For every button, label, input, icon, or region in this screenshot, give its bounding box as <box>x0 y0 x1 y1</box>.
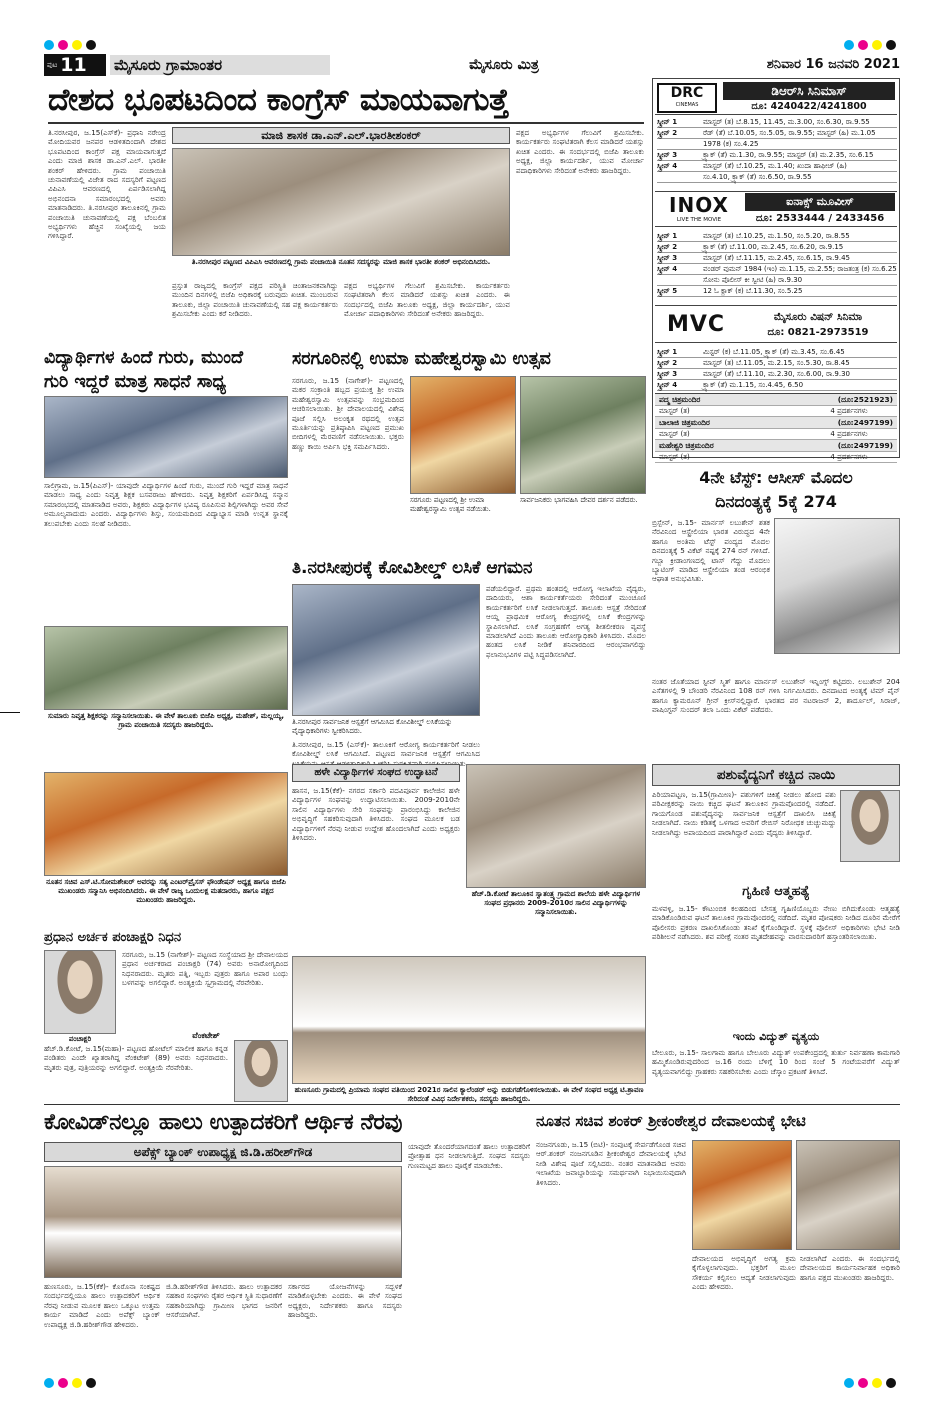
drc-logo <box>657 83 717 113</box>
screen-label: ಸ್ಕ್ರೀನ್ 1 <box>657 348 678 356</box>
mvc-header <box>655 305 897 343</box>
black-mark <box>86 1378 96 1388</box>
uma-photo-1 <box>410 376 516 494</box>
guru-caption: ಸುಮಾರು ನಿವೃತ್ತ ಶಿಕ್ಷಕರನ್ನು ಸನ್ಮಾನಿಸಲಾಯಿತು. ಈ ವೇಳೆ ತಾಲೂಕು ಬಿಜೆಪಿ ಅಧ್ಯಕ್ಷ, ಮಹೇಶ್, ಮಲ್ಲಯ್ಯ, ಗ್ರಾಮ ಪಂಚಾಯಿತಿ ಸದಸ್ಯರು ಹಾಜರಿದ್ದರು. <box>47 712 285 729</box>
inox-row <box>657 286 897 297</box>
milk-body-2: ಜಿ.ಡಿ.ಹರೀಶ್‌ಗೌಡ ತಿಳಿಸಿದರು. ಹಾಲು ಉತ್ಪಾದಕರ ಸಹಕಾರ ಸಂಘಗಳು ರೈತರ ಆರ್ಥಿಕ ಸ್ಥಿತಿ ಸುಧಾರಣೆಗೆ ಸಹಕಾರಿಯಾಗಿದ್ದು ಗ್ರಾಮೀಣ ಭಾಗದ ಜನರಿಗೆ ಆಸರೆಯಾಗಿವೆ. <box>166 1282 282 1320</box>
minister-headline: ನೂತನ ಸಚಿವ ಶಂಕರ್ ಶ್ರೀಕಂಠೇಶ್ವರ ದೇವಾಲಯಕ್ಕೆ ಭೇಟಿ <box>536 1112 806 1130</box>
drc-logo-text: DRC <box>670 85 704 101</box>
screen-label: ಸ್ಕ್ರೀನ್ 5 <box>657 287 678 295</box>
uma-body: ಸರಗೂರು, ಜ.15 (ನಾಗೇಶ್)- ಪಟ್ಟಣದಲ್ಲಿ ಮಕರ ಸಂಕ್ರಾಂತಿ ಹಬ್ಬದ ಪ್ರಯುಕ್ತ ಶ್ರೀ ಉಮಾ ಮಹೇಶ್ವರಸ್ವಾಮಿ ಉತ್ಸವವನ್ನು ಸಂಭ್ರಮದಿಂದ ಆಚರಿಸಲಾಯಿತು. ಶ್ರೀ ದೇವಾಲಯದಲ್ಲಿ ವಿಶೇಷ ಪೂಜೆ ಸಲ್ಲಿಸಿ ಅಲಂಕೃತ ರಥದಲ್ಲಿ ಉತ್ಸವ ಮೂರ್ತಿಯನ್ನು ಪ್ರತಿಷ್ಠಾಪಿಸಿ ಪಟ್ಟಣದ ಪ್ರಮುಖ ಬೀದಿಗಳಲ್ಲಿ ಮೆರವಣಿಗೆ ನಡೆಸಲಾಯಿತು. ಭಕ್ತರು ಹಣ್ಣು ಕಾಯಿ ಅರ್ಪಿಸಿ ಭಕ್ತಿ ಸಮರ್ಪಿಸಿದರು. <box>292 376 404 451</box>
magenta-mark <box>58 1378 68 1388</box>
screen-movies: ಸೋನು ಪೊಲೀಸ್ ಕೀ ಸ್ವೀಟಿ (ಹಿ) ರಾ.9.30 <box>703 276 803 284</box>
black-mark <box>886 40 896 50</box>
screen-label <box>657 139 703 149</box>
screen-movies: ಕ್ರ್ಯಾಕ್ (ತೆ) ಬೆ.11.00, ಮ.2.45, ಸಂ.6.20, ರಾ.9.15 <box>703 243 844 251</box>
lead-rule <box>48 122 644 124</box>
screen-movies: ಮಾಸ್ಟರ್ (ತ) ಬೆ.8.15, 11.45, ಮ.3.00, ಸಂ.6.30, ರಾ.9.55 <box>703 118 870 126</box>
inox-row <box>657 231 897 242</box>
inox-header <box>655 191 897 227</box>
masthead <box>44 54 900 76</box>
test-body-1: ಬ್ರಿಸ್ಬೇನ್, ಜ.15- ಮಾರ್ನಸ್ ಲಬುಶೇನ್ ಶತಕ ನೆರವಿನಿಂದ ಆಸ್ಟ್ರೇಲಿಯಾ ಭಾರತ ವಿರುದ್ಧದ 4ನೇ ಹಾಗೂ ಅಂತಿಮ ಟೆಸ್ಟ್ ಪಂದ್ಯದ ಮೊದಲ ದಿನದಂತ್ಯಕ್ಕೆ 5 ವಿಕೆಟ್ ನಷ್ಟಕ್ಕೆ 274 ರನ್ ಗಳಿಸಿದೆ. ಗಬ್ಬಾ ಕ್ರೀಡಾಂಗಣದಲ್ಲಿ ಟಾಸ್ ಗೆದ್ದು ಮೊದಲು ಬ್ಯಾಟಿಂಗ್ ಮಾಡಿದ ಆಸ್ಟ್ರೇಲಿಯಾ ತಂಡ ಆರಂಭಿಕ ಆಘಾತ ಅನುಭವಿಸಿತು. <box>652 518 770 584</box>
guru-headline-1: ವಿದ್ಯಾರ್ಥಿಗಳ ಹಿಂದೆ ಗುರು, ಮುಂದೆ <box>44 348 244 368</box>
hall-name: ಪದ್ಮ ಚಿತ್ರಮಂದಿರ <box>659 395 701 404</box>
obit1-headline: ಪ್ರಧಾನ ಅರ್ಚಕ ಪಂಚಾಕ್ಷರಿ ನಿಧನ <box>44 930 182 945</box>
obit2-photo <box>234 1040 288 1102</box>
pet-photo <box>840 790 900 862</box>
uma-headline: ಸರಗೂರಿನಲ್ಲಿ ಉಮಾ ಮಹೇಶ್ವರಸ್ವಾಮಿ ಉತ್ಸವ <box>292 349 551 369</box>
hall-show-row <box>655 429 897 440</box>
color-bar-left <box>44 40 100 50</box>
cyan-mark <box>844 1378 854 1388</box>
screen-label <box>657 172 703 182</box>
cyan-mark <box>844 40 854 50</box>
suicide-headline: ಗೃಹಿಣಿ ಆತ್ಮಹತ್ಯೆ <box>742 884 810 899</box>
hall-movie: ಮಾಸ್ಟರ್ (ತ) <box>659 407 690 415</box>
inox-schedule <box>657 231 897 297</box>
hall-show-row <box>655 406 897 417</box>
power-headline: ಇಂದು ವಿದ್ಯುತ್ ವ್ಯತ್ಯಯ <box>732 1030 820 1043</box>
screen-movies: ಮಾಸ್ಟರ್ (ತ) ಬೆ.11.05, ಮ.2.15, ಸಂ.5.30, ರಾ.8.45 <box>703 359 850 367</box>
lead-photo-caption: ತಿ.ನರಸೀಪುರ ಪಟ್ಟಣದ ವಿಪಿಎಸಿ ಆವರಣದಲ್ಲಿ ಗ್ರಾಮ ಪಂಚಾಯಿತಿ ನೂತನ ಸದಸ್ಯರನ್ನು ಮಾಜಿ ಶಾಸಕ ಭಾರತೀ ಶಂಕರ್ ಅಭಿನಂದಿಸಿದರು. <box>191 258 491 266</box>
screen-label: ಸ್ಕ್ರೀನ್ 1 <box>657 232 678 240</box>
hall-shows: 4 ಪ್ರದರ್ಶನಗಳು <box>830 407 868 415</box>
screen-movies: ಮಿಸ್ಟರ್ (ಕ) ಬೆ.11.05, ಕ್ರ್ಯಾಕ್ (ತೆ) ಮ.3.45, ಸಂ.6.45 <box>703 348 845 356</box>
guru-photo <box>44 396 288 478</box>
obit1-body: ಸರಗೂರು, ಜ.15 (ನಾಗೇಶ್)- ಪಟ್ಟಣದ ಸಂಸ್ಥೆಯಾದ ಶ್ರೀ ದೇವಾಲಯದ ಪ್ರಧಾನ ಅರ್ಚಕರಾದ ಪಂಚಾಕ್ಷರಿ (74) ಅವರು ಅನಾರೋಗ್ಯದಿಂದ ನಿಧನರಾದರು. ಮೃತರು ಪತ್ನಿ, ಇಬ್ಬರು ಪುತ್ರರು ಹಾಗೂ ಅಪಾರ ಬಂಧು ಬಳಗವನ್ನು ಅಗಲಿದ್ದಾರೆ. ಅಂತ್ಯಕ್ರಿಯೆ ಸ್ವಗ್ರಾಮದಲ್ಲಿ ನೆರವೇರಿತು. <box>122 950 288 988</box>
screen-movies: 12 ಓ ಕ್ಲಾಕ್ (ಕ) ಬೆ.11.30, ಸಂ.5.25 <box>703 287 803 295</box>
hall-phone: (ದೂ:2497199) <box>837 441 893 450</box>
color-bar-bottom-left <box>44 1378 100 1388</box>
page-number: 11 <box>60 54 87 76</box>
screen-label: ಸ್ಕ್ರೀನ್ 4 <box>657 265 678 273</box>
page-tag: ಪುಟ <box>47 60 58 69</box>
milk-body-1: ಹುಣಸೂರು, ಜ.15(ಕೆಕೆ)- ಕೊರೊನಾ ಸಂಕಷ್ಟದ ಸಂದರ್ಭದಲ್ಲಿಯೂ ಹಾಲು ಉತ್ಪಾದಕರಿಗೆ ಆರ್ಥಿಕ ನೆರವು ನೀಡುವ ಮೂಲಕ ಹಾಲು ಒಕ್ಕೂಟ ಉತ್ತಮ ಕಾರ್ಯ ಮಾಡಿದೆ ಎಂದು ಅಪೆಕ್ಸ್ ಬ್ಯಾಂಕ್ ಉಪಾಧ್ಯಕ್ಷ ಜಿ.ಡಿ.ಹರೀಶ್‌ಗೌಡ ಹೇಳಿದರು. <box>44 1282 160 1329</box>
alumni-photo <box>466 764 646 888</box>
vaccine-photo <box>292 584 480 716</box>
crop-mark-left <box>0 712 20 713</box>
hall-show-row <box>655 452 897 463</box>
alumni-headline: ಹಳೇ ವಿದ್ಯಾರ್ಥಿಗಳ ಸಂಘದ ಉದ್ಘಾಟನೆ <box>292 764 460 782</box>
screen-label: ಸ್ಕ್ರೀನ್ 3 <box>657 151 678 159</box>
drc-schedule <box>657 117 897 183</box>
mvc-logo: MVC <box>666 312 726 337</box>
inox-row <box>657 242 897 253</box>
issue-date: ಶನಿವಾರ 16 ಜನವರಿ 2021 <box>766 57 900 72</box>
screen-movies: ಮಾಸ್ಟರ್ (ತೆ) ಬೆ.11.10, ಮ.2.30, ಸಂ.6.00, ರಾ.9.30 <box>703 370 850 378</box>
uma-caption-2: ಸಾರ್ವಜನಿಕರು ಭಾಗವಹಿಸಿ ದೇವರ ದರ್ಶನ ಪಡೆದರು. <box>520 496 638 504</box>
vaccine-body-left: ತಿ.ನರಸೀಪುರ, ಜ.15 (ಎಸ್‌ಕೆ)- ತಾಲೂಕಿಗೆ ಆರೋಗ್ಯ ಕಾರ್ಯಕರ್ತರಿಗೆ ನೀಡಲು ಕೋವಿಶೀಲ್ಡ್ ಲಸಿಕೆ ಆಗಮಿಸಿದೆ. ಪಟ್ಟಣದ ಸಾರ್ವಜನಿಕ ಆಸ್ಪತ್ರೆಗೆ ಆಗಮಿಸಿದ <box>292 740 480 759</box>
drc-row <box>657 139 897 150</box>
calendar-caption: ಹುಣಸೂರು ಗ್ರಾಮದಲ್ಲಿ ಪ್ರಿಯಾಮ ಸಂಘದ ವತಿಯಿಂದ 2021ರ ಸಾಲಿನ ಕ್ಯಾಲೆಂಡರ್ ಅನ್ನು ಬಿಡುಗಡೆಗೊಳಿಸಲಾಯಿತು. ಈ ವೇಳೆ ಸಂಘದ ಅಧ್ಯಕ್ಷ ಟಿ.ಶ್ರಾವಣ ಸೇರಿದಂತೆ ವಿವಿಧ ನಿರ್ದೇಶಕರು, ಸದಸ್ಯರು ಹಾಜರಿದ್ದರು. <box>294 1086 644 1103</box>
pet-headline: ಪಶುವೈದ್ಯನಿಗೆ ಕಚ್ಚಿದ ನಾಯಿ <box>652 764 900 786</box>
obit2-name-tag: ವೆಂಕಟೇಶ್ <box>192 1031 220 1040</box>
hall-phone: (ದೂ:2497199) <box>837 418 893 427</box>
calendar-photo <box>292 956 646 1084</box>
lead-body-right: ಪಕ್ಷದ ಅಭ್ಯರ್ಥಿಗಳ ಗೆಲುವಿಗೆ ಶ್ರಮಿಸಬೇಕು. ಕಾರ್ಯಕರ್ತರು ಸಂಘಟಿತರಾಗಿ ಕೆಲಸ ಮಾಡಿದರೆ ಯಶಸ್ಸು ಖಚಿತ ಎಂದರು. ಈ ಸಂದರ್ಭದಲ್ಲಿ ಬಿಜೆಪಿ ತಾಲೂಕು ಅಧ್ಯಕ್ಷ, ಜಿಲ್ಲಾ ಕಾರ್ಯದರ್ಶಿ, ಯುವ ಮೋರ್ಚಾ ಪದಾಧಿಕಾರಿಗಳು ಸೇರಿದಂತೆ ಅನೇಕರು ಹಾಜರಿದ್ದರು. <box>516 128 644 175</box>
cinema-panel <box>652 78 900 461</box>
bottom-section-rule <box>44 1104 900 1105</box>
hall-movie: ಮಾಸ್ಟರ್ (ತ) <box>659 430 690 438</box>
minister-photo-1 <box>692 1140 792 1250</box>
inox-row <box>657 275 897 286</box>
screen-label: ಸ್ಕ್ರೀನ್ 2 <box>657 129 678 137</box>
alumni-caption: ಹೆಚ್.ಡಿ.ಕೋಟೆ ತಾಲೂಕಿನ ಸ್ವಾತಂತ್ರ್ಯ ಗ್ರಾಮದ ಶಾಲೆಯ ಹಳೇ ವಿದ್ಯಾರ್ಥಿಗಳ ಸಂಘದ ಪ್ರಧಾನರು 2009-2010ರ ಸಾಲಿನ ವಿದ್ಯಾರ್ಥಿಗಳನ್ನು ಸನ್ಮಾನಿಸಲಾಯಿತು. <box>471 890 641 916</box>
milk-subhead: ಅಪೆಕ್ಸ್ ಬ್ಯಾಂಕ್ ಉಪಾಧ್ಯಕ್ಷ ಜಿ.ಡಿ.ಹರೀಶ್‌ಗೌಡ <box>44 1142 402 1162</box>
section-title: ಮೈಸೂರು ಗ್ರಾಮಾಂತರ <box>110 55 330 75</box>
hall-movie: ಮಾಸ್ಟರ್ (ತ) <box>659 453 690 461</box>
paper-name: ಮೈಸೂರು ಮಿತ್ರ <box>469 57 539 73</box>
color-bar-bottom-right <box>844 1378 900 1388</box>
obit2-body: ಹೆಚ್.ಡಿ.ಕೋಟೆ, ಜ.15(ಮಹಾ)- ಪಟ್ಟಣದ ಹೋಟೆಲ್ ಮಾಲೀಕ ಹಾಗೂ ಕನ್ನಡ ಪಂಡಿತರು ಎಂದೇ ಖ್ಯಾತರಾಗಿದ್ದ ವೆಂಕಟೇಶ್ (89) ಅವರು ನಿಧನರಾದರು. ಮೃತರು ಪುತ್ರ, ಪುತ್ರಿಯರನ್ನು ಅಗಲಿದ್ದಾರೆ. ಅಂತ್ಯಕ್ರಿಯೆ ನೆರವೇರಿತು. <box>44 1044 228 1072</box>
milk-photo <box>44 1166 402 1278</box>
obit1-name-tag: ಪಂಚಾಕ್ಷರಿ <box>68 1035 92 1043</box>
suicide-body: ಮಳವಳ್ಳಿ, ಜ.15- ಕೌಟುಂಬಿಕ ಕಲಹದಿಂದ ಬೇಸತ್ತ ಗೃಹಿಣಿಯೊಬ್ಬರು ನೇಣು ಬಿಗಿದುಕೊಂಡು ಆತ್ಮಹತ್ಯೆ ಮಾಡಿಕೊಂಡಿರುವ ಘಟನೆ ತಾಲೂಕಿನ ಗ್ರಾಮವೊಂದರಲ್ಲಿ ನಡೆದಿದೆ. ಮೃತರ ಪೋಷಕರು ನೀಡಿದ ದೂರಿನ ಮೇರೆಗೆ ಪೊಲೀಸರು ಪ್ರಕರಣ ದಾಖಲಿಸಿಕೊಂಡು ತನಿಖೆ ಕೈಗೊಂಡಿದ್ದಾರೆ. ಸ್ಥಳಕ್ಕೆ ಪೊಲೀಸ್ ಅಧಿಕಾರಿಗಳು ಭೇಟಿ ನೀಡಿ ಪರಿಶೀಲನೆ ನಡೆಸಿದರು. ಶವ ಪರೀಕ್ಷೆ ನಂತರ ಮೃತದೇಹವನ್ನು ವಾರಸುದಾರರಿಗೆ ಹಸ್ತಾಂತರಿಸಲಾಯಿತು. <box>652 904 900 942</box>
inox-row <box>657 253 897 264</box>
minister-body-1: ನಂಜನಗೂಡು, ಜ.15 (ಬಿಟಿ)- ಸಂಪುಟಕ್ಕೆ ಸೇರ್ಪಡೆಗೊಂಡ ಸಚಿವ ಆರ್.ಶಂಕರ್ ನಂಜನಗೂಡಿನ ಶ್ರೀಕಂಠೇಶ್ವರ ದೇವಾಲಯಕ್ಕೆ ಭೇಟಿ ನೀಡಿ ವಿಶೇಷ ಪೂಜೆ ಸಲ್ಲಿಸಿದರು. ನಂತರ ಮಾತನಾಡಿದ ಅವರು ಇಲಾಖೆಯ ಜವಾಬ್ದಾರಿಯನ್ನು ಸಮರ್ಥವಾಗಿ ನಿಭಾಯಿಸುವುದಾಗಿ ತಿಳಿಸಿದರು. <box>536 1140 686 1187</box>
lead-body-center: ಪ್ರಸ್ತುತ ರಾಜ್ಯದಲ್ಲಿ ಕಾಂಗ್ರೆಸ್ ಪಕ್ಷದ ಪರಿಸ್ಥಿತಿ ಚಿಂತಾಜನಕವಾಗಿದ್ದು ಮುಂದಿನ ದಿನಗಳಲ್ಲಿ ಬಿಜೆಪಿ ಅಧಿಕಾರಕ್ಕೆ ಬರುವುದು ಖಚಿತ. ಮುಂಬರುವ ತಾಲೂಕು, ಜಿಲ್ಲಾ ಪಂಚಾಯಿತಿ ಚುನಾವಣೆಯಲ್ಲಿ ಸಹ ಪಕ್ಷ ಕಾರ್ಯಕರ್ತರು ಶ್ರಮಿಸಬೇಕು ಎಂದು ಕರೆ ನೀಡಿದರು. <box>172 281 338 319</box>
test-body-2: ನಂತರ ಜೊತೆಯಾದ ಸ್ಟೀವ್ ಸ್ಮಿತ್ ಹಾಗೂ ಮಾರ್ನಸ್ ಲಬುಶೇನ್ ಇನ್ನಿಂಗ್ಸ್ ಕಟ್ಟಿದರು. ಲಬುಶೇನ್ 204 ಎಸೆತಗಳಲ್ಲಿ 9 ಬೌಂಡರಿ ನೆರವಿನಿಂದ 108 ರನ್ ಗಳಿಸಿ ನಿರ್ಗಮಿಸಿದರು. ದಿನದಾಟದ ಅಂತ್ಯಕ್ಕೆ ಟಿಮ್ ಪೈನ್ ಹಾಗೂ ಕ್ಯಾಮರೂನ್ ಗ್ರೀನ್ ಕ್ರೀಸ್‌ನಲ್ಲಿದ್ದಾರೆ. ಭಾರತದ ಪರ ನಟರಾಜನ್ 2, ಶಾರ್ದೂಲ್, ಸಿರಾಜ್, ವಾಷಿಂಗ್ಟನ್ ಸುಂದರ್ ತಲಾ ಒಂದು ವಿಕೆಟ್ ಪಡೆದರು. <box>652 677 900 715</box>
hall-phone: (ದೂ:2521923) <box>837 395 893 404</box>
screen-label: ಸ್ಕ್ರೀನ್ 2 <box>657 243 678 251</box>
milk-body-4: ಸರ್ಕಾರದ ಯೋಜನೆಗಳನ್ನು ಸದ್ಬಳಕೆ ಮಾಡಿಕೊಳ್ಳಬೇಕು ಎಂದರು. ಈ ವೇಳೆ ಸಂಘದ ಅಧ್ಯಕ್ಷರು, ನಿರ್ದೇಶಕರು ಹಾಗೂ ಸದಸ್ಯರು ಹಾಜರಿದ್ದರು. <box>288 1282 402 1320</box>
drc-row <box>657 128 897 139</box>
lead-subhead: ಮಾಜಿ ಶಾಸಕ ಡಾ.ಎನ್.ಎಲ್.ಭಾರತೀಶಂಕರ್ <box>172 127 510 144</box>
pet-body: ಪಿರಿಯಾಪಟ್ಟಣ, ಜ.15(ಗ್ರಾಮೀಣ)- ಪಶುಗಳಿಗೆ ಚಿಕಿತ್ಸೆ ನೀಡಲು ಹೋದ ಪಶು ಪರಿವೀಕ್ಷಕರನ್ನು ನಾಯಿ ಕಚ್ಚಿದ ಘಟನೆ ತಾಲೂಕಿನ ಗ್ರಾಮವೊಂದರಲ್ಲಿ ನಡೆದಿದೆ. ಗಾಯಗೊಂಡ ಪಶುವೈದ್ಯನನ್ನು ಸಾರ್ವಜನಿಕ ಆಸ್ಪತ್ರೆಗೆ ದಾಖಲಿಸಿ ಚಿಕಿತ್ಸೆ ನೀಡಲಾಗಿದೆ. ನಾಯಿ ಕಡಿತಕ್ಕೆ ಒಳಗಾದ ಅವರಿಗೆ ರೇಬಿಸ್ ನಿರೋಧಕ ಚುಚ್ಚುಮದ್ದು ನೀಡಲಾಗಿದ್ದು ಅಪಾಯದಿಂದ ಪಾರಾಗಿದ್ದಾರೆ ಎಂದು ವೈದ್ಯರು ತಿಳಿಸಿದ್ದಾರೆ. <box>652 790 836 837</box>
milk-body-3: ಯಾವುದೇ ತೊಂದರೆಯಾಗದಂತೆ ಹಾಲು ಉತ್ಪಾದಕರಿಗೆ ಪ್ರೋತ್ಸಾಹ ಧನ ನೀಡಲಾಗುತ್ತಿದೆ. ಸಂಘದ ಸದಸ್ಯರು ಗುಣಮಟ್ಟದ ಹಾಲು ಪೂರೈಕೆ ಮಾಡಬೇಕು. <box>408 1142 530 1170</box>
mvc-row <box>657 369 897 380</box>
screen-label <box>657 275 703 285</box>
test-headline-1: 4ನೇ ಟೆಸ್ಟ್: ಆಸೀಸ್ ಮೊದಲ <box>699 468 853 487</box>
minister-photo-2 <box>796 1140 900 1250</box>
inox-row <box>657 264 897 275</box>
hall-name: ಬಾಲಾಜಿ ಚಿತ್ರಮಂದಿರ <box>659 418 710 427</box>
cyan-mark <box>44 40 54 50</box>
drc-row <box>657 161 897 172</box>
screen-label: ಸ್ಕ್ರೀನ್ 1 <box>657 118 678 126</box>
drc-header <box>655 81 897 115</box>
screen-label: ಸ್ಕ್ರೀನ್ 4 <box>657 162 678 170</box>
hall-shows: 4 ಪ್ರದರ್ಶನಗಳು <box>830 430 868 438</box>
yellow-mark <box>872 40 882 50</box>
screen-label: ಸ್ಕ್ರೀನ್ 2 <box>657 359 678 367</box>
yellow-mark <box>72 1378 82 1388</box>
screen-movies: ಕ್ರ್ಯಾಕ್ (ತೆ) ಮ.1.30, ರಾ.9.55; ಮಾಸ್ಟರ್ (ತ) ಮ.2.35, ಸಂ.6.15 <box>703 151 874 159</box>
lead-photo <box>172 148 510 256</box>
screen-movies: 1978 (ಕ) ಸಂ.4.25 <box>703 140 759 148</box>
vaccine-caption: ತಿ.ನರಸೀಪುರ ಸಾರ್ವಜನಿಕ ಆಸ್ಪತ್ರೆಗೆ ಆಗಮಿಸಿದ ಕೋವಿಶೀಲ್ಡ್ ಲಸಿಕೆಯನ್ನು ವೈದ್ಯಾಧಿಕಾರಿಗಳು ಸ್ವೀಕರಿಸಿದರು. <box>292 718 453 735</box>
hall-row <box>655 417 897 429</box>
guru-photo-2 <box>44 626 288 710</box>
page-number-box <box>44 54 106 76</box>
screen-movies: ವಂಡರ್ ವುಮನ್ 1984 (ಇಂ) ಮ.1.15, ಮ.2.55; ರಾಜತಂತ್ರ (ಕ) ಸಂ.6.25 <box>703 265 897 273</box>
halls-table <box>655 393 897 463</box>
milk-headline: ಕೋವಿಡ್‌ನಲ್ಲೂ ಹಾಲು ಉತ್ಪಾದಕರಿಗೆ ಆರ್ಥಿಕ ನೆರವು <box>44 1110 403 1135</box>
magenta-mark <box>858 1378 868 1388</box>
lead-headline: ದೇಶದ ಭೂಪಟದಿಂದ ಕಾಂಗ್ರೆಸ್ ಮಾಯವಾಗುತ್ತೆ <box>48 82 509 118</box>
mvc-name: ಮೈಸೂರು ವಿಷನ್ ಸಿನಿಮಾ <box>773 311 863 323</box>
drc-phone: ದೂ: 4240422/4241800 <box>751 101 867 112</box>
black-mark <box>86 40 96 50</box>
yellow-mark <box>872 1378 882 1388</box>
mvc-row <box>657 347 897 358</box>
guru-headline-2: ಗುರಿ ಇದ್ದರೆ ಮಾತ್ರ ಸಾಧನೆ ಸಾಧ್ಯ <box>44 372 227 392</box>
vaccine-body-right: ಪಡೆಯಲಿದ್ದಾರೆ. ಪ್ರಥಮ ಹಂತದಲ್ಲಿ ಆರೋಗ್ಯ ಇಲಾಖೆಯ ವೈದ್ಯರು, ದಾದಿಯರು, ಆಶಾ ಕಾರ್ಯಕರ್ತೆಯರು ಸೇರಿದಂತೆ ಮುಂಚೂಣಿ ಕಾರ್ಯಕರ್ತರಿಗೆ ಲಸಿಕೆ ನೀಡಲಾಗುತ್ತದೆ. ತಾಲೂಕು ಆಸ್ಪತ್ರೆ ಸೇರಿದಂತೆ ಆಯ್ದ ಪ್ರಾಥಮಿಕ ಆರೋಗ್ಯ ಕೇಂದ್ರಗಳಲ್ಲಿ ಲಸಿಕೆ ಕೇಂದ್ರಗಳನ್ನು ಸ್ಥಾಪಿಸಲಾಗಿದೆ. ಲಸಿಕೆ ಸಂಗ್ರಹಣೆಗೆ ಅಗತ್ಯ ಶೀತಲೀಕರಣ ವ್ಯವಸ್ಥೆ ಮಾಡಲಾಗಿದೆ ಎಂದು ತಾಲೂಕು ಆರೋಗ್ಯಾಧಿಕಾರಿ ತಿಳಿಸಿದರು. ಮೊದಲ ಹಂತದ ಲಸಿಕೆ ನೀಡಿಕೆ ಶನಿವಾರದಿಂದ ಆರಂಭವಾಗಲಿದ್ದು ಫಲಾನುಭವಿಗಳ ಪಟ್ಟಿ ಸಿದ್ಧಪಡಿಸಲಾಗಿದೆ. <box>486 584 646 659</box>
screen-label: ಸ್ಕ್ರೀನ್ 3 <box>657 254 678 262</box>
screen-movies: ಮಾಸ್ಟರ್ (ತ) ಬೆ.10.25, ಮ.1.50, ಸಂ.5.20, ರಾ.8.55 <box>703 232 850 240</box>
power-body: ಬೇಲೂರು, ಜ.15- ಸಾಲಗಾಮ ಹಾಗೂ ಬೇಲೂರು ವಿದ್ಯುತ್ ಉಪಕೇಂದ್ರದಲ್ಲಿ ತುರ್ತು ನಿರ್ವಹಣಾ ಕಾಮಗಾರಿ ಹಮ್ಮಿಕೊಂಡಿರುವುದರಿಂದ ಜ.16 ರಂದು ಬೆಳಿಗ್ಗೆ 10 ರಿಂದ ಸಂಜೆ 5 ಗಂಟೆಯವರೆಗೆ ವಿದ್ಯುತ್ ವ್ಯತ್ಯಯವಾಗಲಿದ್ದು ಗ್ರಾಹಕರು ಸಹಕರಿಸಬೇಕು ಎಂದು ಚೆಸ್ಕಾಂ ಪ್ರಕಟಣೆ ತಿಳಿಸಿದೆ. <box>652 1048 900 1076</box>
mvc-phone: ದೂ: 0821-2973519 <box>767 327 869 338</box>
guru-body: ಸಾಲಿಗ್ರಾಮ, ಜ.15(ಪಿಎಸ್)- ಯಾವುದೇ ವಿದ್ಯಾರ್ಥಿಗಳ ಹಿಂದೆ ಗುರು, ಮುಂದೆ ಗುರಿ ಇದ್ದರೆ ಮಾತ್ರ ಸಾಧನೆ ಮಾಡಲು ಸಾಧ್ಯ ಎಂದು ನಿವೃತ್ತ ಶಿಕ್ಷಕ ಬಸವರಾಜು ಹೇಳಿದರು. ನಿವೃತ್ತ ಶಿಕ್ಷಕರಿಗೆ ಏರ್ಪಡಿಸಿದ್ದ ಸನ್ಮಾನ ಸಮಾರಂಭದಲ್ಲಿ ಮಾತನಾಡಿದ ಅವರು, ಶಿಕ್ಷಕರು ವಿದ್ಯಾರ್ಥಿಗಳ ಭವಿಷ್ಯ ರೂಪಿಸುವ ಶಿಲ್ಪಿಗಳಾಗಿದ್ದು ಅವರ ಸೇವೆ ಅಮೂಲ್ಯವಾದುದು ಎಂದರು. ವಿದ್ಯಾರ್ಥಿಗಳು ಶಿಸ್ತು, ಸಂಯಮದಿಂದ ವಿದ್ಯಾಭ್ಯಾಸ ಮಾಡಿ ಉನ್ನತ ಸ್ಥಾನಕ್ಕೆ ತಲುಪಬೇಕು ಎಂದು ಸಲಹೆ ನೀಡಿದರು. <box>44 481 288 528</box>
inox-logo-text: INOX <box>669 193 729 217</box>
hall-shows: 4 ಪ್ರದರ್ಶನಗಳು <box>830 453 868 461</box>
mvc-row <box>657 358 897 369</box>
drc-row <box>657 150 897 161</box>
drc-name: ಡಿಆರ್‌ಸಿ ಸಿನಿಮಾಸ್ <box>723 82 895 100</box>
hall-row <box>655 394 897 406</box>
inox-logo <box>659 194 739 226</box>
screen-movies: ಮಾಸ್ಟರ್ (ತೆ) ಬೆ.11.15, ಮ.2.45, ಸಂ.6.15, ರಾ.9.45 <box>703 254 850 262</box>
mvc-row <box>657 380 897 391</box>
screen-label: ಸ್ಕ್ರೀನ್ 3 <box>657 370 678 378</box>
inox-name: ಐನಾಕ್ಸ್ ಮೂವೀಸ್ <box>745 193 895 211</box>
inox-logo-tagline: LIVE THE MOVIE <box>676 217 722 223</box>
magenta-mark <box>58 40 68 50</box>
screen-movies: ಕ್ರ್ಯಾಕ್ (ತೆ) ಮ.1.15, ಸಂ.4.45, 6.50 <box>703 381 804 389</box>
uma-photo-2 <box>520 376 646 494</box>
test-headline-2: ದಿನದಂತ್ಯಕ್ಕೆ 5ಕ್ಕೆ 274 <box>715 492 837 511</box>
uma-caption-1: ಸರಗೂರು ಪಟ್ಟಣದಲ್ಲಿ ಶ್ರೀ ಉಮಾ ಮಹೇಶ್ವರಸ್ವಾಮಿ ಉತ್ಸವ ನಡೆಯಿತು. <box>410 496 491 513</box>
lead-body-center-2: ಪಕ್ಷದ ಅಭ್ಯರ್ಥಿಗಳ ಗೆಲುವಿಗೆ ಶ್ರಮಿಸಬೇಕು. ಕಾರ್ಯಕರ್ತರು ಸಂಘಟಿತರಾಗಿ ಕೆಲಸ ಮಾಡಿದರೆ ಯಶಸ್ಸು ಖಚಿತ ಎಂದರು. ಈ ಸಂದರ್ಭದಲ್ಲಿ ಬಿಜೆಪಿ ತಾಲೂಕು ಅಧ್ಯಕ್ಷ, ಜಿಲ್ಲಾ ಕಾರ್ಯದರ್ಶಿ, ಯುವ ಮೋರ್ಚಾ ಪದಾಧಿಕಾರಿಗಳು ಸೇರಿದಂತೆ ಅನೇಕರು ಹಾಜರಿದ್ದರು. <box>344 281 510 319</box>
lead-body-left: ತಿ.ನರಸೀಪುರ, ಜ.15(ಎಸ್‌ಕೆ)- ಪ್ರಧಾನಿ ನರೇಂದ್ರ ಮೋದಿಯವರ ಜನಪರ ಆಡಳಿತದಿಂದಾಗಿ ದೇಶದ ಭೂಪಟದಿಂದ ಕಾಂಗ್ರೆಸ್ ಪಕ್ಷ ಮಾಯವಾಗುತ್ತದೆ ಎಂದು ಮಾಜಿ ಶಾಸಕ ಡಾ.ಎನ್.ಎಲ್. ಭಾರತೀ ಶಂಕರ್ ಹೇಳಿದರು. ಗ್ರಾಮ ಪಂಚಾಯಿತಿ ಚುನಾವಣೆಯಲ್ಲಿ ವಿಜೇತ ರಾದ ಸದಸ್ಯರಿಗೆ ಪಟ್ಟಣದ ವಿಪಿಎಸಿ ಆವರಣದಲ್ಲಿ ಏರ್ಪಡಿಸಲಾಗಿದ್ದ ಅಭಿನಂದನಾ ಸಮಾರಂಭದಲ್ಲಿ ಅವರು ಮಾತನಾಡಿದರು. ತಿ.ನರಸೀಪುರ ತಾಲೂಕಿನಲ್ಲಿ ಗ್ರಾಮ ಪಂಚಾಯಿತಿ ಚುನಾವಣೆಯಲ್ಲಿ ಪಕ್ಷ ಬೆಂಬಲಿತ ಅಭ್ಯರ್ಥಿಗಳು ಹೆಚ್ಚಿನ ಸಂಖ್ಯೆಯಲ್ಲಿ ಜಯ ಗಳಿಸಿದ್ದಾರೆ. <box>48 128 166 241</box>
drc-row <box>657 172 897 183</box>
magenta-mark <box>858 40 868 50</box>
alumni-body: ಹಾಸನ, ಜ.15(ಕೆಕೆ)- ನಗರದ ಸರ್ಕಾರಿ ಪದವಿಪೂರ್ವ ಕಾಲೇಜಿನ ಹಳೇ ವಿದ್ಯಾರ್ಥಿಗಳ ಸಂಘವನ್ನು ಉದ್ಘಾಟಿಸಲಾಯಿತು. 2009-2010ನೇ ಸಾಲಿನ ವಿದ್ಯಾರ್ಥಿಗಳು ಸೇರಿ ಸಂಘವನ್ನು ಪ್ರಾರಂಭಿಸಿದ್ದು ಕಾಲೇಜಿನ ಅಭಿವೃದ್ಧಿಗೆ ಸಹಕರಿಸುವುದಾಗಿ ತಿಳಿಸಿದರು. ಸಂಘದ ಮೂಲಕ ಬಡ ವಿದ್ಯಾರ್ಥಿಗಳಿಗೆ ನೆರವು ನೀಡುವ ಉದ್ದೇಶ ಹೊಂದಲಾಗಿದೆ ಎಂದು ಅಧ್ಯಕ್ಷರು ತಿಳಿಸಿದರು. <box>292 786 460 843</box>
yellow-mark <box>72 40 82 50</box>
screen-label: ಸ್ಕ್ರೀನ್ 4 <box>657 381 678 389</box>
obit1-photo <box>44 950 116 1034</box>
color-bar-right <box>844 40 900 50</box>
screen-movies: ಸಂ.4.10, ಕ್ರ್ಯಾಕ್ (ತೆ) ಸಂ.6.50, ರಾ.9.55 <box>703 173 812 181</box>
minister-body-2: ದೇವಾಲಯದ ಅಭಿವೃದ್ಧಿಗೆ ಅಗತ್ಯ ಕ್ರಮ ಕೈಗೊಳ್ಳಲಾಗುವುದು. ಭಕ್ತರಿಗೆ ಮೂಲ ಸೌಕರ್ಯ ಕಲ್ಪಿಸಲು ಆದ್ಯತೆ ನೀಡಲಾಗುವುದು ಎಂದು ಹೇಳಿದರು. <box>692 1254 796 1292</box>
greeting-caption: ನೂತನ ಸಚಿವ ಎಸ್.ಟಿ.ಸೋಮಶೇಖರ್ ಅವರನ್ನು ಸತ್ಯ ಎಂಟರ್‌ಪ್ರೈಸಸ್ ಫೌಂಡೇಷನ್ ಅಧ್ಯಕ್ಷ ಹಾಗೂ ಬಿಜೆಪಿ ಮುಖಂಡರು ಸನ್ಮಾನಿಸಿ ಅಭಿನಂದಿಸಿದರು. ಈ ವೇಳೆ ರಾಜ್ಯ ಒಂದುಲಕ್ಷ ಮತದಾರರು, ಹಾಗೂ ಪಕ್ಷದ ಮುಖಂಡರು ಹಾಜರಿದ್ದರು. <box>46 878 286 904</box>
drc-logo-sub: CINEMAS <box>675 102 699 108</box>
greeting-photo <box>44 772 288 876</box>
screen-movies: ರೆಡ್ (ತೆ) ಬೆ.10.05, ಸಂ.5.05, ರಾ.9.55; ಮಾಸ್ಟರ್ (ಹಿ) ಮ.1.05 <box>703 129 876 137</box>
inox-phone: ದೂ: 2533444 / 2433456 <box>755 213 885 224</box>
drc-row <box>657 117 897 128</box>
hall-name: ಮಹೇಶ್ವರಿ ಚಿತ್ರಮಂದಿರ <box>659 441 714 450</box>
black-mark <box>886 1378 896 1388</box>
hall-row <box>655 440 897 452</box>
screen-movies: ಮಾಸ್ಟರ್ (ತೆ) ಬೆ.10.25, ಮ.1.40; ಖುದಾ ಹಾಫೀಜ್ (ಹಿ) <box>703 162 847 170</box>
mvc-schedule <box>657 347 897 391</box>
minister-body-3: ನೀಡಲಾಗಿದೆ ಎಂದರು. ಈ ಸಂದರ್ಭದಲ್ಲಿ ದೇವಾಲಯದ ಕಾರ್ಯನಿರ್ವಾಹಕ ಅಧಿಕಾರಿ ಹಾಗೂ ಪಕ್ಷದ ಮುಖಂಡರು ಹಾಜರಿದ್ದರು. <box>800 1254 900 1282</box>
vaccine-headline: ತಿ.ನರಸೀಪುರಕ್ಕೆ ಕೋವಿಶೀಲ್ಡ್ ಲಸಿಕೆ ಆಗಮನ <box>292 558 533 578</box>
cyan-mark <box>44 1378 54 1388</box>
test-photo <box>774 518 900 654</box>
